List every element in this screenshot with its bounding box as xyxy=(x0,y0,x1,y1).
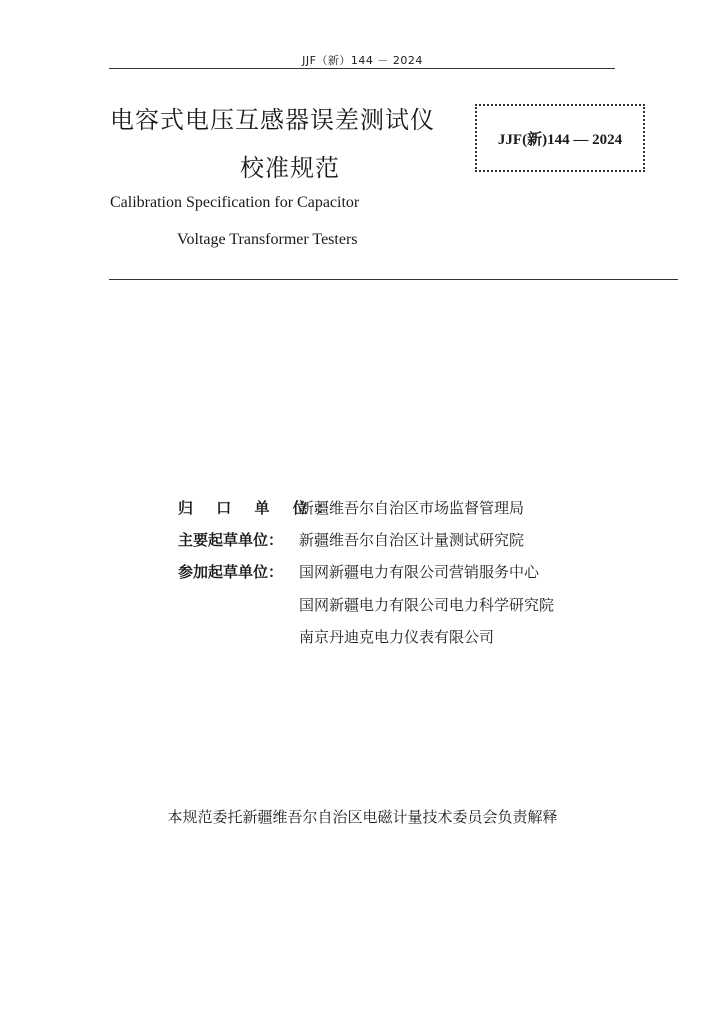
main-drafter-label: 主要起草单位： xyxy=(178,531,284,549)
participating-drafter-3: 南京丹迪克电力仪表有限公司 xyxy=(299,628,495,646)
participating-drafter-label: 参加起草单位： xyxy=(178,563,284,581)
main-drafter-value: 新疆维吾尔自治区计量测试研究院 xyxy=(299,531,525,549)
interpretation-note: 本规范委托新疆维吾尔自治区电磁计量技术委员会负责解释 xyxy=(167,808,558,826)
participating-drafter-2: 国网新疆电力有限公司电力科学研究院 xyxy=(299,596,555,614)
title-line-1: 电容式电压互感器误差测试仪 xyxy=(110,106,435,134)
english-title-line-2: Voltage Transformer Testers xyxy=(177,231,358,248)
responsible-unit-label: 归 口 单 位： xyxy=(178,499,341,517)
standard-code-box xyxy=(475,104,645,172)
title-line-2: 校准规范 xyxy=(240,154,340,182)
title-rule xyxy=(109,279,678,280)
running-header: JJF（新）144 － 2024 xyxy=(302,54,423,67)
standard-code: JJF(新)144 — 2024 xyxy=(497,131,623,148)
header-rule xyxy=(109,68,615,69)
english-title-line-1: Calibration Specification for Capacitor xyxy=(110,194,360,211)
responsible-unit-value: 新疆维吾尔自治区市场监督管理局 xyxy=(299,499,525,517)
participating-drafter-1: 国网新疆电力有限公司营销服务中心 xyxy=(299,563,540,581)
